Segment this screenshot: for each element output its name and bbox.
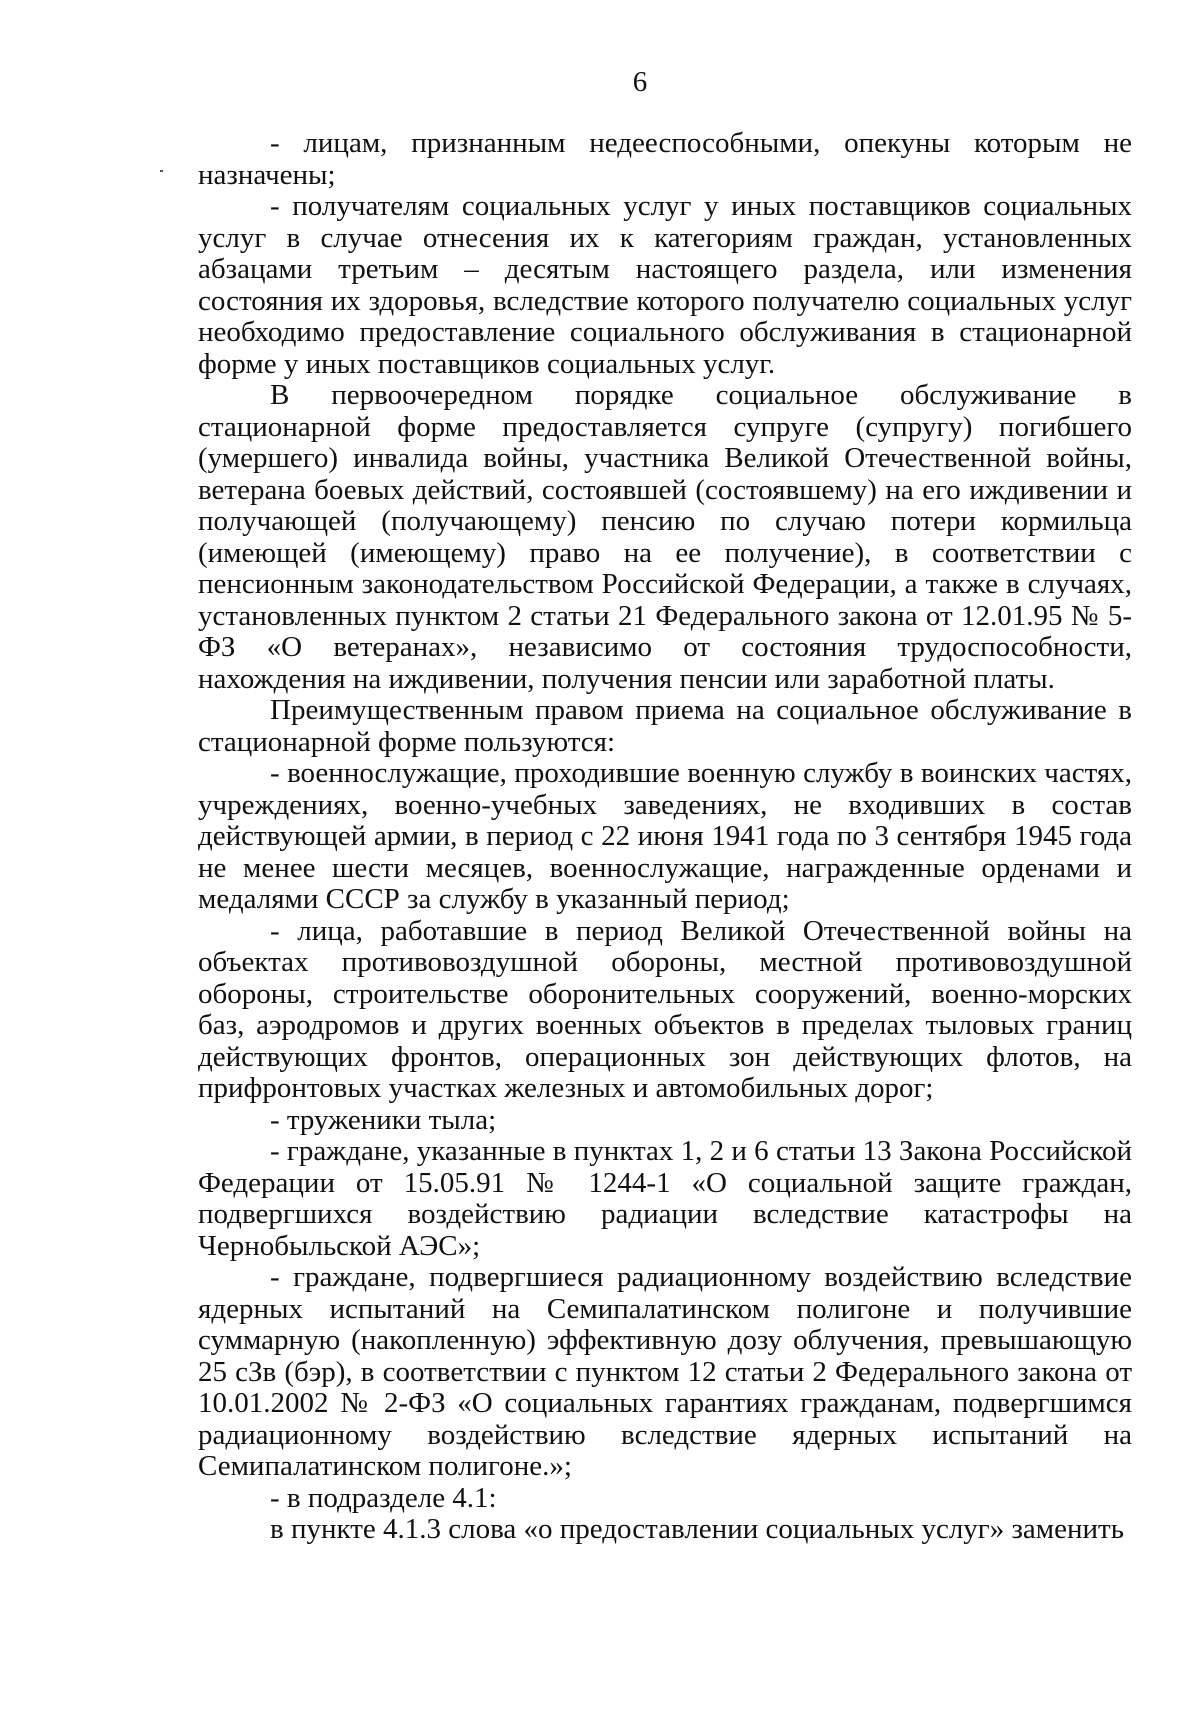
paragraph-item-4-1-3: в пункте 4.1.3 слова «о предоставлении социальных услуг» заменить — [270, 1513, 1124, 1545]
paragraph-home-front-workers: - труженики тыла; — [270, 1103, 497, 1136]
paragraph-wartime-workers: - лица, работавшие в период Великой Отечественной войны на объектах противовоздушной обороны, местной противовоздушной обороны, строительстве оборонительных сооружений, военно-морских баз, аэродромов и других военных объектов в пределах тыловых границ действующих фронтов, операционных зон действующих флотов, на прифронтовых участках железных и автомобильных дорог; — [198, 914, 1132, 1104]
page-number: 6 — [632, 66, 648, 98]
paragraph-preferential-right: Преимущественным правом приема на социальное обслуживание в стационарной форме пользуются: — [198, 694, 1132, 758]
document-body — [198, 128, 1132, 1546]
paragraph-incapacitated-persons: - лицам, признанным недееспособными, опекуны которым не назначены; — [198, 127, 1132, 191]
scan-speck — [160, 170, 163, 172]
paragraph-priority-order: В первоочередном порядке социальное обслуживание в стационарной форме предоставляется супруге (супругу) погибшего (умершего) инвалида войны, участника Великой Отечественной войны, ветерана боевых действий, состоявшей (состоявшему) на его иждивении и получающей (получающему) пенсию по случаю потери кормильца (имеющей (имеющему) право на ее получение), в соответствии с пенсионным законодательством Российской Федерации, а также в случаях, установленных пунктом 2 статьи 21 Федерального закона от 12.01.95 № 5-ФЗ «О ветеранах», независимо от состояния трудоспособности, нахождения на иждивении, получения пенсии или заработной платы. — [198, 379, 1132, 695]
paragraph-chernobyl: - граждане, указанные в пунктах 1, 2 и 6 статьи 13 Закона Российской Федерации от 15.05.91 № 1244-1 «О социальной защите граждан, подвергшихся воздействию радиации вследствие катастрофы на Чернобыльской АЭС»; — [198, 1135, 1132, 1262]
paragraph-other-providers: - получателям социальных услуг у иных поставщиков социальных услуг в случае отнесения их к категориям граждан, установленных абзацами третьим – десятым настоящего раздела, или изменения состояния их здоровья, вследствие которого получателю социальных услуг необходимо предоставление социального обслуживания в стационарной форме у иных поставщиков социальных услуг. — [198, 190, 1132, 380]
paragraph-semipalatinsk: - граждане, подвергшиеся радиационному воздействию вследствие ядерных испытаний на Семипалатинском полигоне и получившие суммарную (накопленную) эффективную дозу облучения, превышающую 25 сЗв (бэр), в соответствии с пунктом 12 статьи 2 Федерального закона от 10.01.2002 № 2-ФЗ «О социальных гарантиях гражданам, подвергшимся радиационному воздействию вследствие ядерных испытаний на Семипалатинском полигоне.»; — [198, 1261, 1132, 1482]
paragraph-military-personnel: - военнослужащие, проходившие военную службу в воинских частях, учреждениях, военно-учебных заведениях, не входивших в состав действующей армии, в период с 22 июня 1941 года по 3 сентября 1945 года не менее шести месяцев, военнослужащие, награжденные орденами и медалями СССР за службу в указанный период; — [198, 757, 1132, 915]
paragraph-subsection-4-1: - в подразделе 4.1: — [270, 1481, 497, 1514]
